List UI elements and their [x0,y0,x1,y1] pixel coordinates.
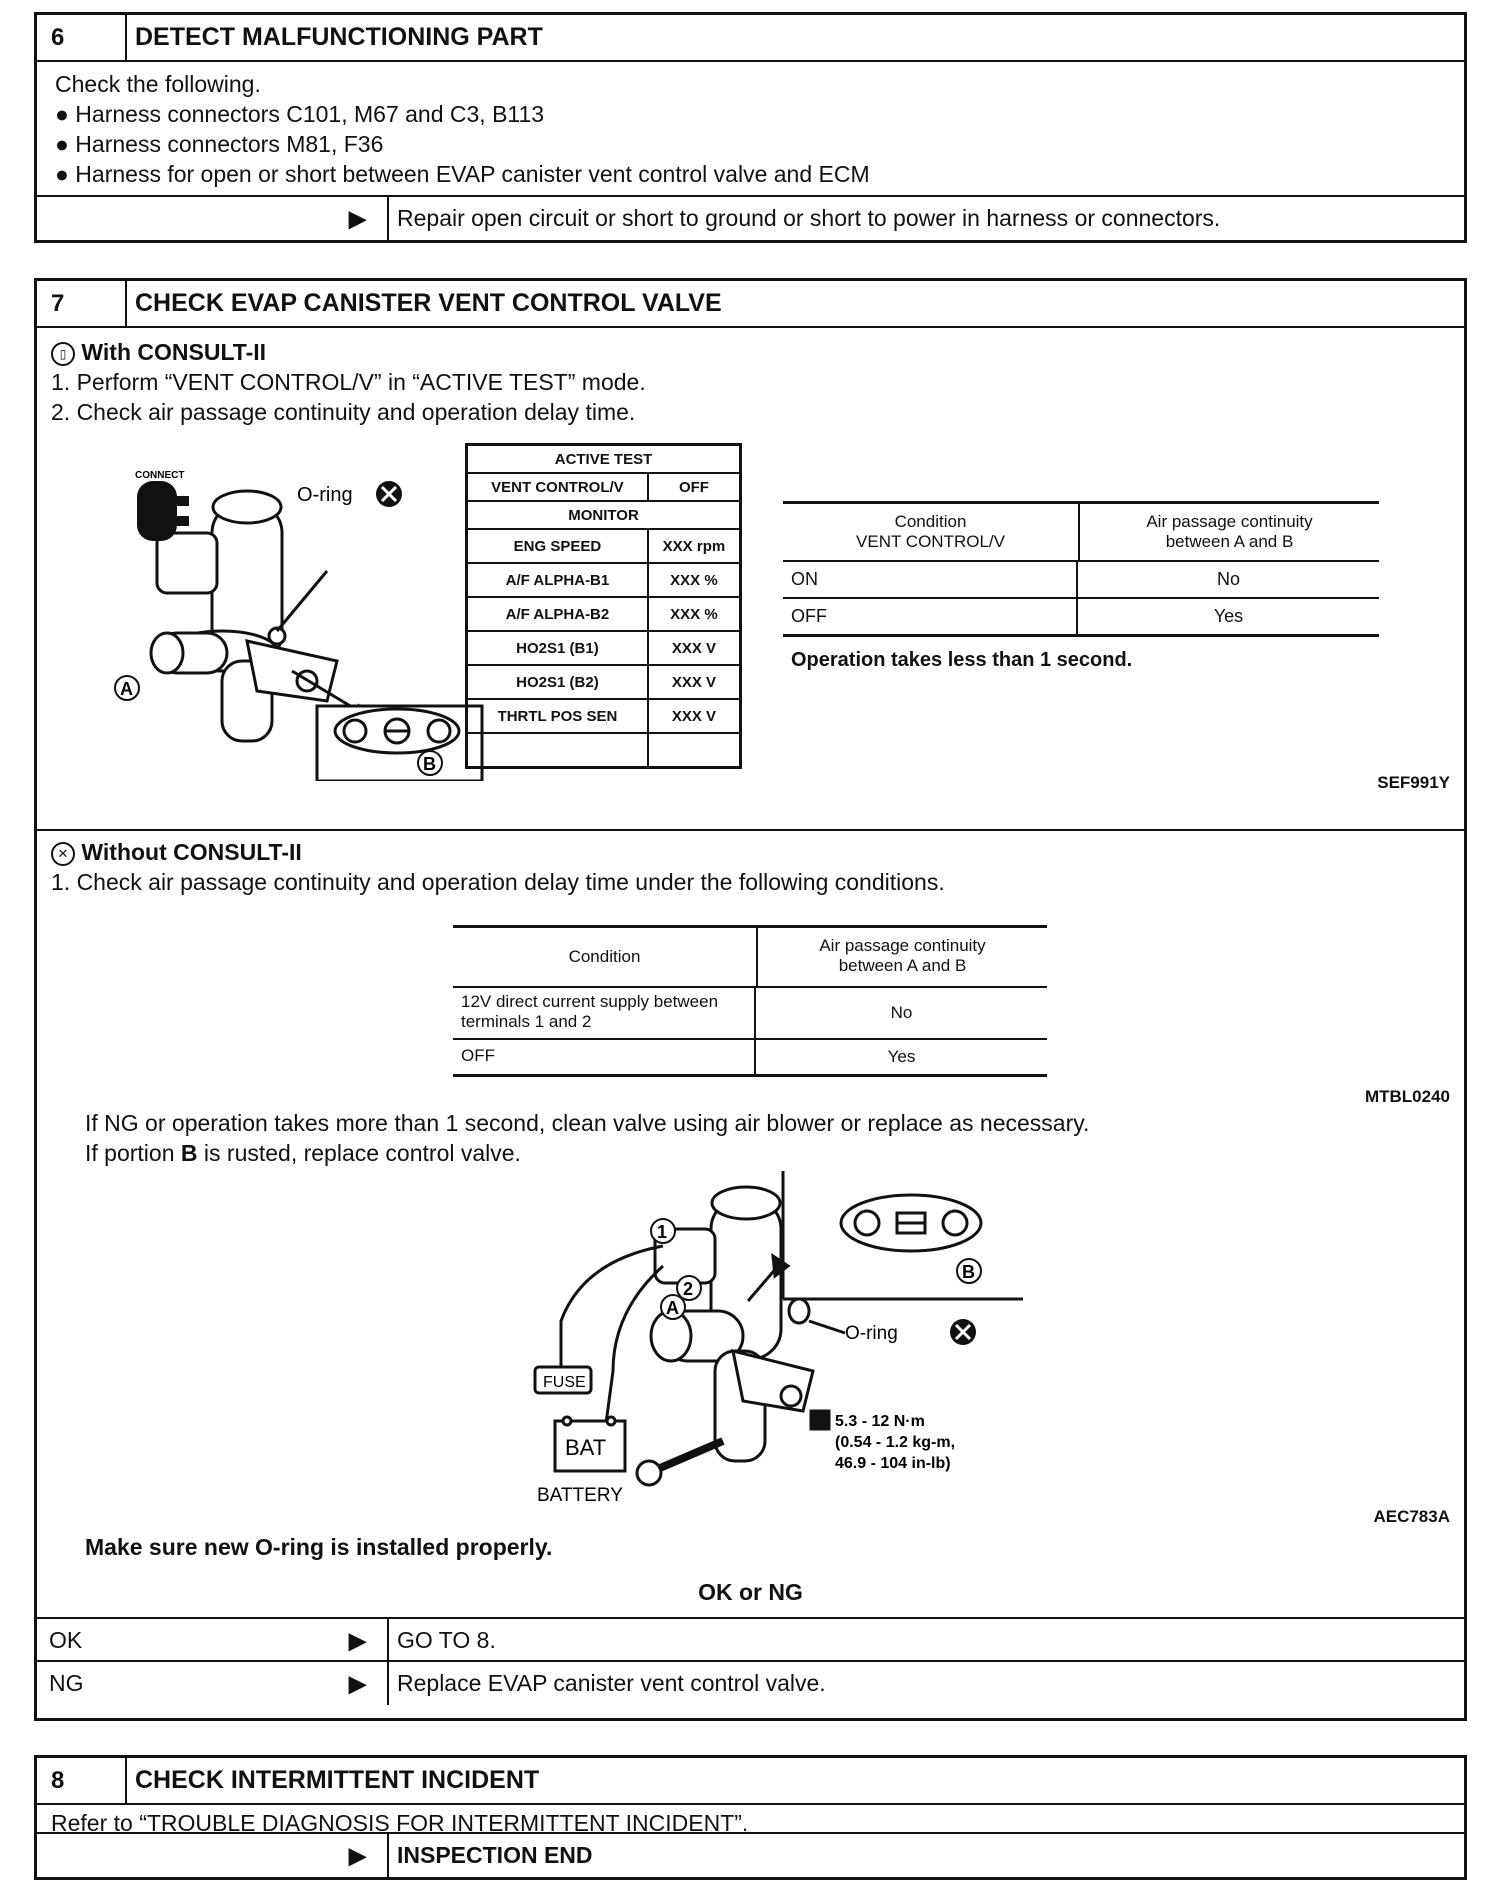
table-row [453,988,1047,1040]
step6-intro: Check the following. [55,71,261,97]
step-title: DETECT MALFUNCTIONING PART [135,23,543,51]
step8-block [34,1755,1467,1880]
step8-action: INSPECTION END [387,1834,1464,1877]
with-consult-label: With CONSULT-II [81,339,267,365]
col-header-condition: Condition [453,928,758,986]
ok-row [37,1617,1464,1662]
table-row [453,1040,1047,1077]
condition-table-without-consult [453,925,1047,1077]
arrow-right-icon: ▶ [348,205,367,232]
step6-block [34,12,1467,243]
replace-x-icon [950,1319,976,1345]
fuse-label: FUSE [543,1374,586,1391]
col-header-continuity-sub: between A and B [838,956,967,975]
replace-x-icon [376,481,402,507]
step6-header [37,15,1464,62]
step8-result-row [37,1832,1464,1877]
monitor-value: XXX rpm [648,529,741,563]
oring-install-note: Make sure new O-ring is installed properly. [85,1534,553,1560]
ok-label: OK [49,1627,83,1653]
ng-row [37,1660,1464,1705]
table-row [467,665,741,699]
figure-code: AEC783A [1373,1507,1450,1526]
monitor-value [648,733,741,768]
arrow-right-icon: ▶ [348,1627,367,1654]
active-test-title: ACTIVE TEST [467,445,741,474]
monitor-value: XXX V [648,665,741,699]
step-title: CHECK INTERMITTENT INCIDENT [135,1766,540,1794]
monitor-item: ENG SPEED [467,529,648,563]
table-row [467,597,741,631]
col-header-continuity: Air passage continuity [1146,512,1313,531]
monitor-item: HO2S1 (B1) [467,631,648,665]
col-header-condition: Condition [894,512,967,531]
monitor-item [467,733,648,768]
table-row [467,563,741,597]
table-row [467,631,741,665]
step8-body: Refer to “TROUBLE DIAGNOSIS FOR INTERMITTENT INCIDENT”. [51,1810,749,1836]
ng-label: NG [49,1670,84,1696]
cell: No [1216,569,1240,589]
step7-block [34,278,1467,1721]
cell: OFF [783,599,1078,634]
step-number: 7 [37,281,127,326]
point-b-label: B [962,1262,975,1282]
cell: Yes [887,1047,916,1066]
without-step-1: 1. Check air passage continuity and operation delay time under the following conditions. [51,869,945,895]
bullet-item: ● Harness connectors M81, F36 [55,131,384,157]
oring-label: O-ring [297,484,353,506]
battery-label: BATTERY [537,1485,623,1506]
without-consult-heading [51,837,302,867]
monitor-value: XXX % [648,563,741,597]
active-test-table [465,443,742,769]
cell: 12V direct current supply between [461,992,719,1011]
with-step-1: 1. Perform “VENT CONTROL/V” in “ACTIVE TEST” mode. [51,369,646,395]
monitor-value: XXX % [648,597,741,631]
monitor-item: THRTL POS SEN [467,699,648,733]
valve-battery-test-illustration [493,1171,1053,1511]
arrow-right-icon: ▶ [348,1670,367,1697]
cell: terminals 1 and 2 [461,1012,592,1031]
point-a-label: A [666,1298,679,1318]
col-header-continuity: Air passage continuity [819,936,986,955]
figure-code: SEF991Y [1377,773,1450,792]
bullet-item: ● Harness connectors C101, M67 and C3, B113 [55,101,545,127]
with-step-2: 2. Check air passage continuity and operation delay time. [51,399,636,425]
col-header-condition-sub: VENT CONTROL/V [856,532,1005,551]
consult-icon: ▯ [51,342,75,366]
monitor-title: MONITOR [467,501,741,529]
monitor-item: A/F ALPHA-B1 [467,563,648,597]
cell: ON [783,562,1078,597]
active-test-value: OFF [648,473,741,501]
monitor-value: XXX V [648,699,741,733]
table-row [467,733,741,768]
vent-valve-illustration [97,441,487,781]
bat-label: BAT [565,1435,607,1460]
cell: OFF [453,1040,756,1074]
cell: Yes [1213,606,1244,626]
bullet-text: Harness connectors C101, M67 and C3, B113 [75,101,545,127]
condition-table-with-consult [783,501,1379,672]
step-number: 6 [37,15,127,60]
table-row [467,529,741,563]
ng-action: Replace EVAP canister vent control valve. [387,1662,1464,1705]
table-row [467,699,741,733]
bullet-item: ● Harness for open or short between EVAP canister vent control valve and ECM [55,161,870,187]
step-number: 8 [37,1758,127,1803]
torque-line-3: 46.9 - 104 in-lb) [835,1455,951,1472]
ok-action: GO TO 8. [387,1619,1464,1662]
col-header-continuity-sub: between A and B [1165,532,1294,551]
oring-label: O-ring [845,1323,898,1344]
section-divider [37,829,1464,831]
table-row [783,599,1379,637]
step-title: CHECK EVAP CANISTER VENT CONTROL VALVE [135,289,722,317]
monitor-item: HO2S1 (B2) [467,665,648,699]
with-consult-heading [51,337,266,367]
ng-instruction-1: If NG or operation takes more than 1 second, clean valve using air blower or replace as necessary. [85,1110,1090,1136]
no-consult-icon: ✕ [51,842,75,866]
bullet-text: Harness connectors M81, F36 [75,131,384,157]
terminal-1-label: 1 [657,1222,668,1242]
without-consult-label: Without CONSULT-II [81,839,302,865]
step6-result-row [37,195,1464,240]
terminal-2-label: 2 [683,1279,694,1299]
active-test-item: VENT CONTROL/V [467,473,648,501]
step7-header [37,281,1464,328]
step8-header [37,1758,1464,1805]
point-a-label: A [120,679,133,699]
cell: No [890,1003,913,1022]
bullet-text: Harness for open or short between EVAP canister vent control valve and ECM [75,161,870,187]
ok-ng-prompt: OK or NG [698,1579,803,1605]
figure-code: MTBL0240 [1364,1087,1450,1106]
operation-time-note: Operation takes less than 1 second. [791,649,1133,671]
point-b-label: B [423,754,436,774]
table-row [783,562,1379,599]
ng-instruction-2: If portion B is rusted, replace control valve. [85,1140,521,1166]
arrow-right-icon: ▶ [348,1842,367,1869]
connect-label: CONNECT [135,470,185,481]
monitor-value: XXX V [648,631,741,665]
step6-action: Repair open circuit or short to ground or short to power in harness or connectors. [387,197,1464,240]
torque-line-1: 5.3 - 12 N·m [835,1413,925,1430]
monitor-item: A/F ALPHA-B2 [467,597,648,631]
torque-line-2: (0.54 - 1.2 kg-m, [835,1434,956,1451]
